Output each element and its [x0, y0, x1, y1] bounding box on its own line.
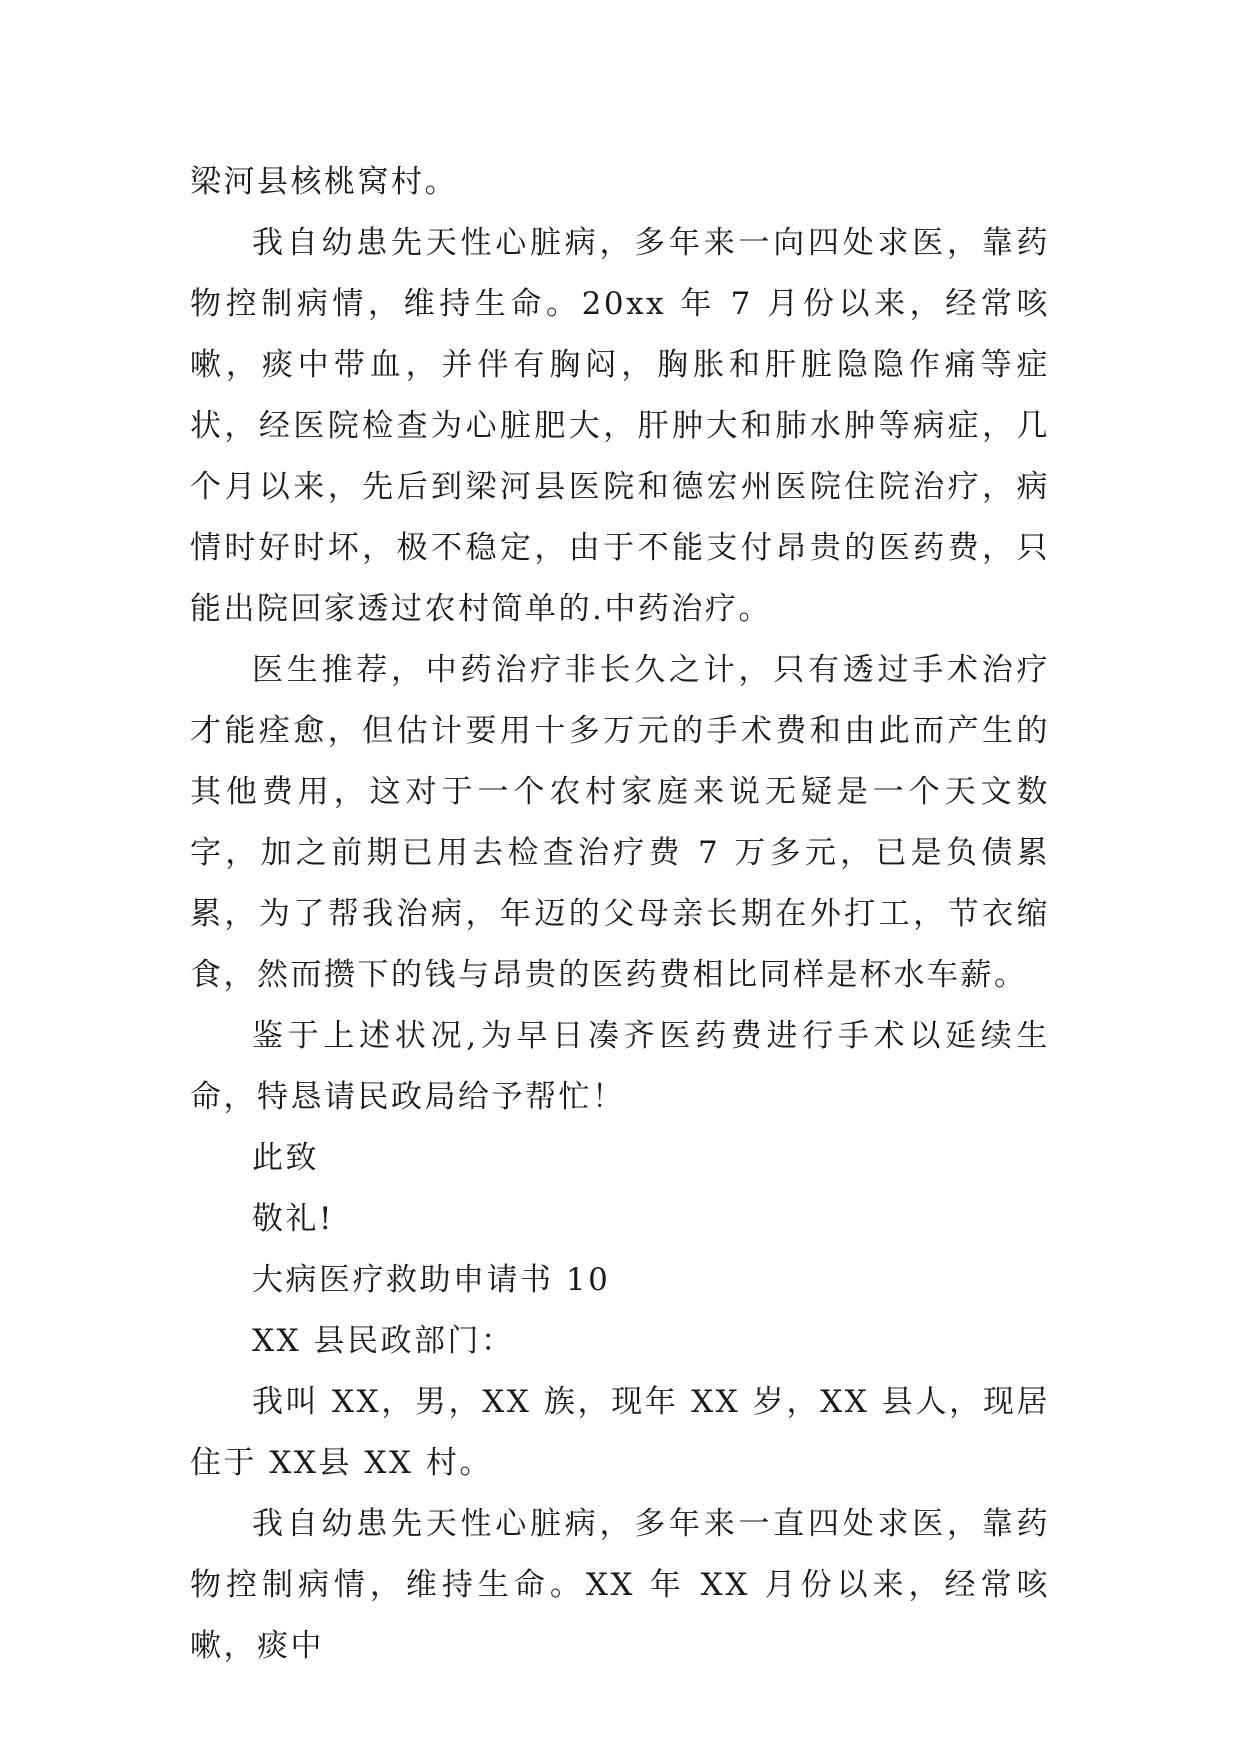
section-title: 大病医疗救助申请书 10	[252, 1262, 611, 1298]
paragraph-address-end: 梁河县核桃窝村。	[190, 164, 458, 200]
closing-salutation: 此致	[252, 1140, 319, 1176]
document-body	[190, 152, 1050, 1677]
paragraph-self-intro: 我叫 XX，男，XX 族，现年 XX 岁，XX 县人，现居住于 XX县 XX 村。	[190, 1384, 1050, 1481]
paragraph-request: 鉴于上述状况,为早日凑齐医药费进行手术以延续生命，特恳请民政局给予帮忙！	[190, 1018, 1050, 1115]
addressee: XX 县民政部门：	[252, 1323, 515, 1359]
paragraph-treatment-cost: 医生推荐，中药治疗非长久之计，只有透过手术治疗才能痊愈，但估计要用十多万元的手术费和由此而产生的其他费用，这对于一个农村家庭来说无疑是一个天文数字，加之前期已用去检查治疗费 7 万多元，已是负债累累，为了帮我治病，年迈的父母亲长期在外打工，节衣缩食，然而攒下的钱与昂贵的医药费相比同样是杯水车薪。	[190, 652, 1050, 993]
paragraph-illness-history: 我自幼患先天性心脏病，多年来一向四处求医，靠药物控制病情，维持生命。20xx 年 7 月份以来，经常咳嗽，痰中带血，并伴有胸闷，胸胀和肝脏隐隐作痛等症状，经医院检查为心脏肥大，肝肿大和肺水肿等病症，几个月以来，先后到梁河县医院和德宏州医院住院治疗，病情时好时坏，极不稳定，由于不能支付昂贵的医药费，只能出院回家透过农村简单的.中药治疗。	[190, 225, 1050, 627]
paragraph-illness-history-2: 我自幼患先天性心脏病，多年来一直四处求医，靠药物控制病情，维持生命。XX 年 XX 月份以来，经常咳嗽，痰中	[190, 1506, 1050, 1664]
closing-regards: 敬礼!	[252, 1201, 334, 1237]
